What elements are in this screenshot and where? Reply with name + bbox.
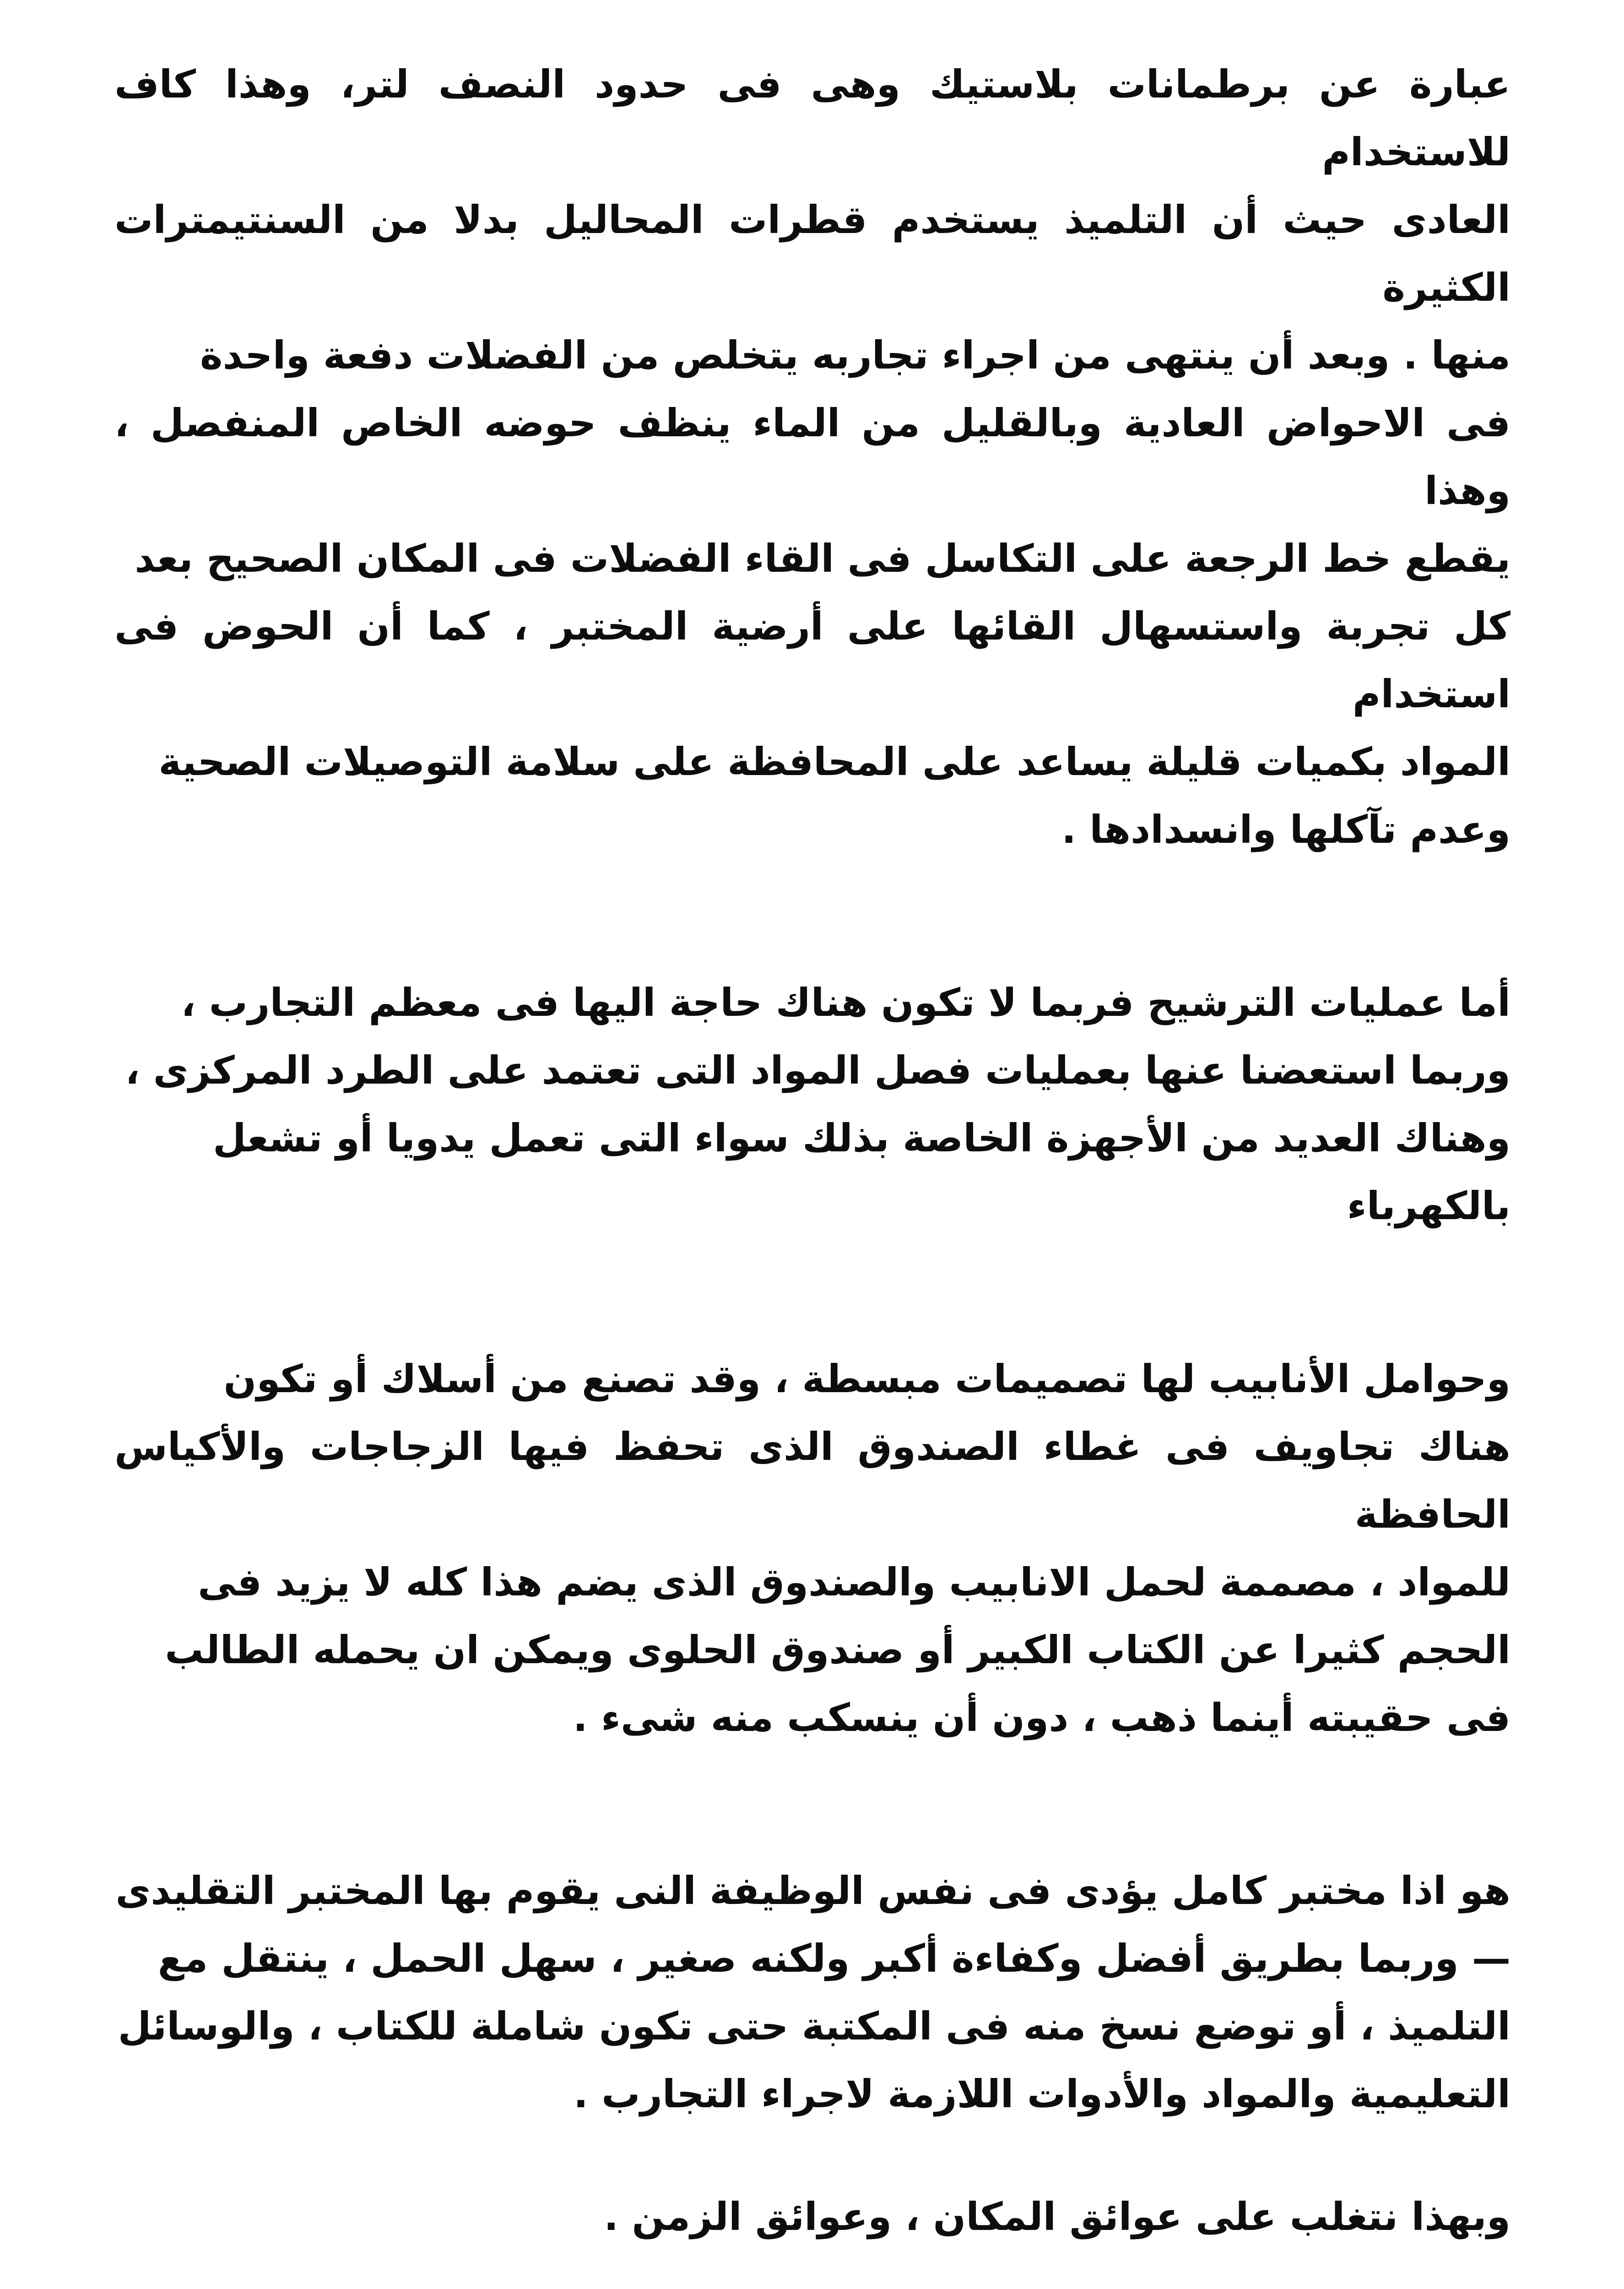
paragraph-filtration: أما عمليات الترشيح فربما لا تكون هناك حاجة اليها فى معظم التجارب ، وربما استعضنا عنها بعمليات فصل المواد التى تعتمد على الطرد المركزى ، وهناك العديد من الأجهزة الخاصة بذلك سواء التى تعمل يدويا أو تشعل بالكهرباء	[125, 980, 1510, 1228]
paragraph-overcome-obstacles: وبهذا نتغلب على عوائق المكان ، وعوائق الزمن .	[604, 2194, 1510, 2239]
paragraph-complete-lab: هو اذا مختبر كامل يؤدى فى نفس الوظيفة النى يقوم بها المختبر التقليدى — وربما بطريق أفضل وكفاءة أكبر ولكنه صغير ، سهل الحمل ، ينتقل مع التلميذ ، أو توضع نسخ منه فى المكتبة حتى تكون شاملة للكتاب ، والوسائل التعليمية والمواد والأدوات اللازمة لاجراء التجارب .	[115, 1868, 1510, 2116]
paragraph-tube-holders: وحوامل الأنابيب لها تصميمات مبسطة ، وقد تصنع من أسلاك أو تكون هناك تجاويف فى غطاء الصندوق الذى تحفظ فيها الزجاجات والأكياس الحافظة للمواد ، مصممة لحمل الانابيب والصندوق الذى يضم هذا كله لا يزيد فى الحجم كثيرا عن الكتاب الكبير أو صندوق الحلوى ويمكن ان يحمله الطالب فى حقيبته أينما ذهب ، دون أن ينسكب منه شىء .	[114, 1356, 1510, 1740]
paragraph-containers-waste: عبارة عن برطمانات بلاستيك وهى فى حدود النصف لتر، وهذا كاف للاستخدام العادى حيث أن التلميذ يستخدم قطرات المحاليل بدلا من السنتيمترات الكثيرة منها . وبعد أن ينتهى من اجراء تجاربه يتخلص من الفضلات دفعة واحدة فى الاحواض العادية وبالقليل من الماء ينظف حوضه الخاص المنفصل ، وهذا يقطع خط الرجعة على التكاسل فى القاء الفضلات فى المكان الصحيح بعد كل تجربة واستسهال القائها على أرضية المختبر ، كما أن الحوض فى استخدام المواد بكميات قليلة يساعد على المحافظة على سلامة التوصيلات الصحية وعدم تآكلها وانسدادها .	[114, 62, 1510, 852]
body-text-column	[114, 18, 1510, 2289]
